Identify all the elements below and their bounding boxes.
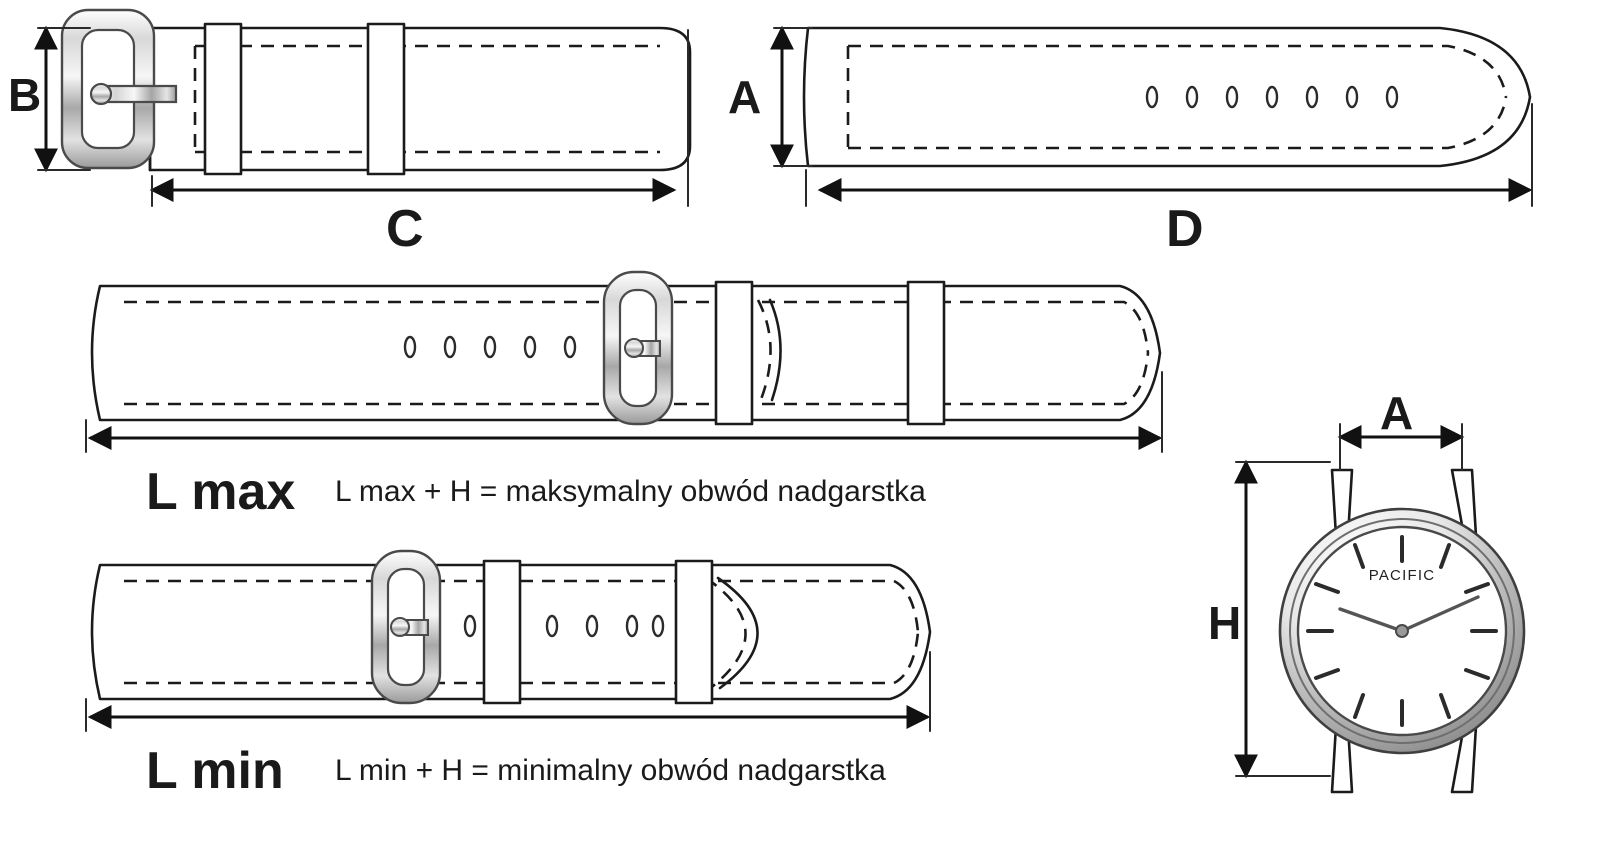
label-a-watch: A <box>1380 387 1414 439</box>
strap-l-max-view <box>86 272 1162 452</box>
label-c: C <box>386 200 424 258</box>
buckle-icon-l-max <box>604 272 672 424</box>
label-b: B <box>8 69 42 121</box>
label-a-top: A <box>728 71 762 123</box>
label-l-min: L min <box>146 742 284 800</box>
strap-buckle-end-view <box>38 10 690 206</box>
strap-l-min-view <box>86 551 930 731</box>
label-l-max: L max <box>146 463 296 521</box>
watch-view <box>1236 424 1524 792</box>
watch-brand-label: PACIFIC <box>1368 567 1436 584</box>
label-d: D <box>1166 200 1204 258</box>
note-l-min-formula: L min + H = minimalny obwód nadgarstka <box>335 754 886 787</box>
label-h: H <box>1208 597 1242 649</box>
strap-tip-view <box>774 28 1532 206</box>
note-l-max-formula: L max + H = maksymalny obwód nadgarstka <box>335 475 926 508</box>
buckle-icon-l-min <box>372 551 440 703</box>
